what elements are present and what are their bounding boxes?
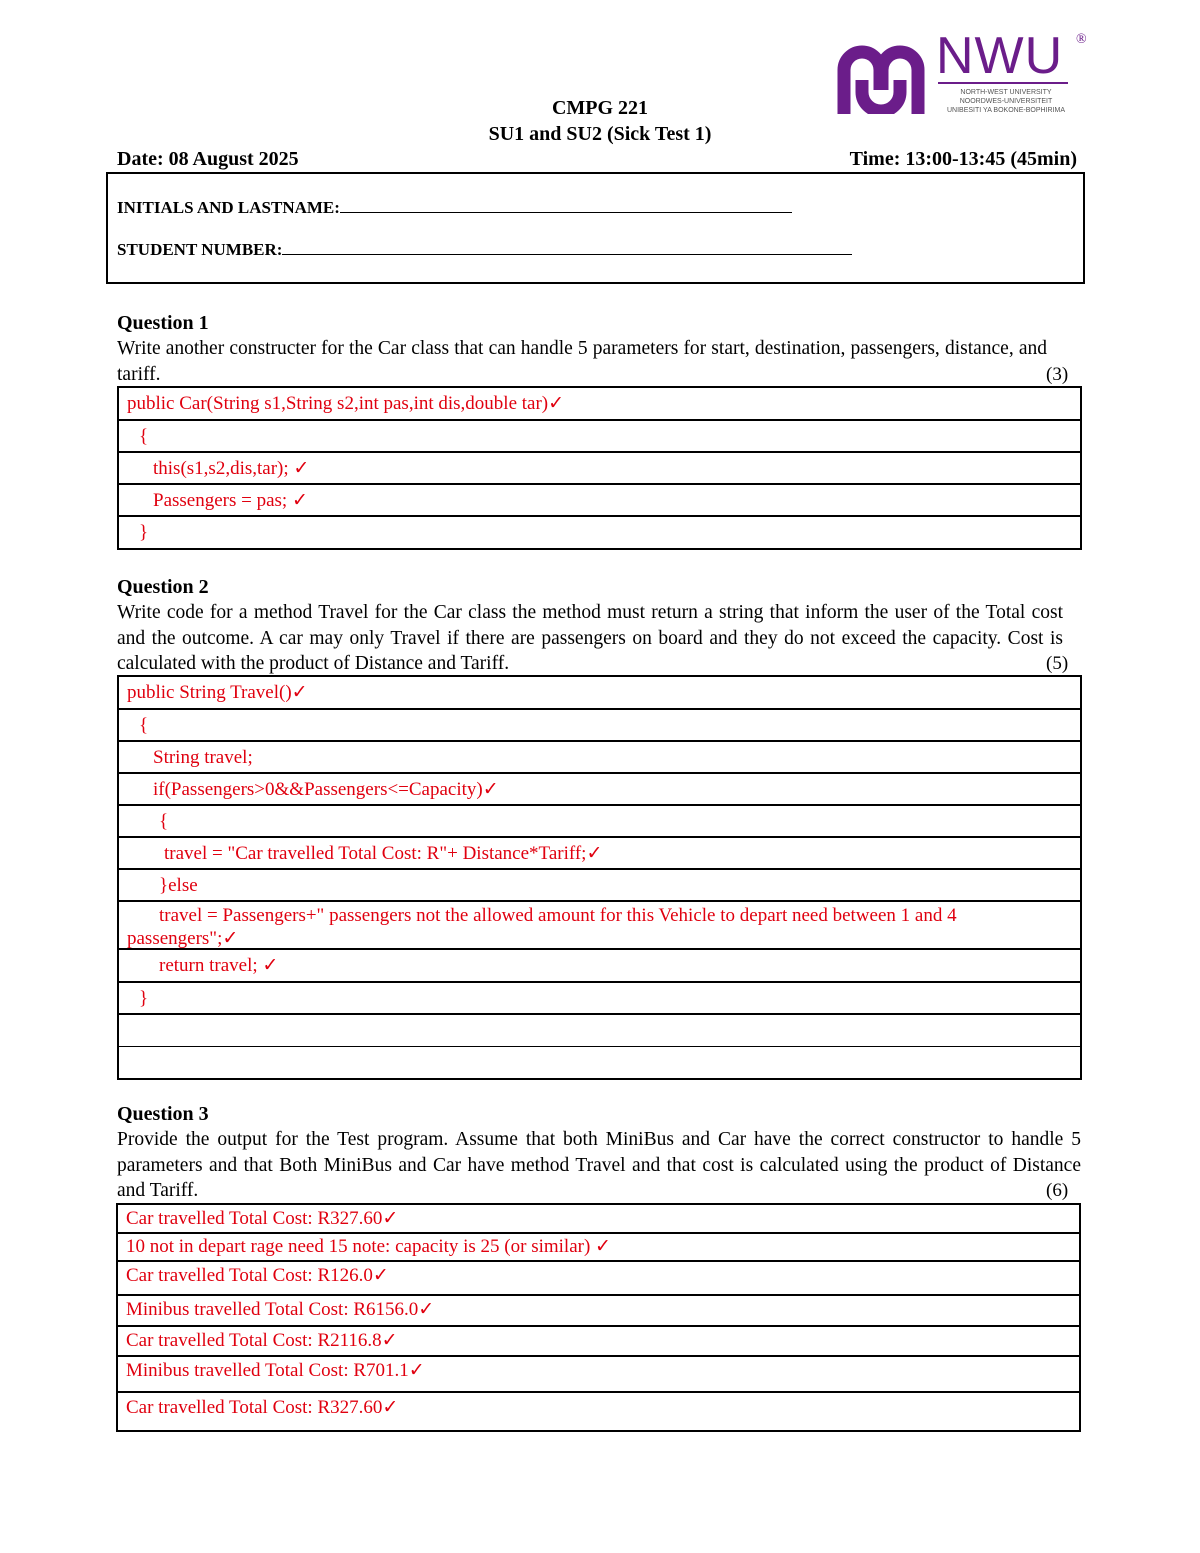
question-2-answer-table — [117, 675, 1082, 1080]
question-3-marks: (6) — [1046, 1180, 1069, 1201]
answer-row: } — [119, 983, 1080, 1015]
question-2-text: Write code for a method Travel for the Car class the method must return a string that inform the user of the Total cost and the outcome. A car may only Travel if there are passengers on board and they do not exceed the capacity. Cost is calculated with the product of Distance and Tariff. — [117, 602, 1063, 674]
question-3-text: Provide the output for the Test program. Assume that both MiniBus and Car have the correct constructor to handle 5 parameters and that Both MiniBus and Car have method Travel and that cost is calculated using the product of Distance and Tariff. — [117, 1129, 1081, 1201]
answer-row: Car travelled Total Cost: R2116.8✓ — [118, 1327, 1079, 1357]
answer-row: }else — [119, 870, 1080, 902]
question-1-answer-table — [117, 386, 1082, 550]
answer-row: { — [119, 421, 1080, 453]
question-3-heading: Question 3 — [117, 1103, 209, 1125]
answer-row: public String Travel()✓ — [119, 677, 1080, 710]
question-1-heading: Question 1 — [117, 312, 209, 334]
answer-row: Passengers = pas; ✓ — [119, 485, 1080, 517]
answer-row-blank — [119, 1015, 1080, 1047]
test-time: Time: 13:00-13:45 (45min) — [849, 148, 1077, 170]
answer-row-blank — [119, 1047, 1080, 1080]
answer-row: } — [119, 517, 1080, 550]
test-title: SU1 and SU2 (Sick Test 1) — [488, 123, 712, 145]
answer-row: Car travelled Total Cost: R126.0✓ — [118, 1262, 1079, 1296]
answer-row: travel = Passengers+" passengers not the allowed amount for this Vehicle to depart need between 1 and 4 passengers";✓ — [119, 902, 1080, 950]
answer-row: Car travelled Total Cost: R327.60✓ — [118, 1205, 1079, 1234]
answer-row: { — [119, 710, 1080, 742]
logo-registered: ® — [1076, 32, 1087, 47]
logo-subtext: NORTH-WEST UNIVERSITY NOORDWES-UNIVERSITEIT UNIBESITI YA BOKONE-BOPHIRIMA — [947, 89, 1065, 114]
answer-row: { — [119, 806, 1080, 838]
answer-row: public Car(String s1,String s2,int pas,int dis,double tar)✓ — [119, 388, 1080, 421]
logo-wordmark: NWU — [936, 27, 1064, 85]
answer-row: this(s1,s2,dis,tar); ✓ — [119, 453, 1080, 485]
name-field[interactable]: INITIALS AND LASTNAME: — [117, 198, 792, 218]
question-3-answer-table — [116, 1203, 1081, 1432]
student-info-box — [106, 172, 1085, 284]
answer-row: travel = "Car travelled Total Cost: R"+ Distance*Tariff;✓ — [119, 838, 1080, 870]
question-2-marks: (5) — [1046, 653, 1069, 674]
answer-row: String travel; — [119, 742, 1080, 774]
question-1-marks: (3) — [1046, 364, 1069, 385]
question-1-text: Write another constructer for the Car class that can handle 5 parameters for start, destination, passengers, distance, and tariff. — [117, 338, 1047, 385]
course-code: CMPG 221 — [551, 97, 649, 119]
test-date: Date: 08 August 2025 — [117, 148, 299, 170]
answer-row: if(Passengers>0&&Passengers<=Capacity)✓ — [119, 774, 1080, 806]
answer-row: Minibus travelled Total Cost: R6156.0✓ — [118, 1296, 1079, 1327]
question-2-heading: Question 2 — [117, 576, 209, 598]
answer-row: 10 not in depart rage need 15 note: capacity is 25 (or similar) ✓ — [118, 1234, 1079, 1262]
answer-row: return travel; ✓ — [119, 950, 1080, 983]
student-number-field[interactable]: STUDENT NUMBER: — [117, 240, 852, 260]
answer-row: Car travelled Total Cost: R327.60✓ — [118, 1393, 1079, 1432]
answer-row: Minibus travelled Total Cost: R701.1✓ — [118, 1357, 1079, 1393]
